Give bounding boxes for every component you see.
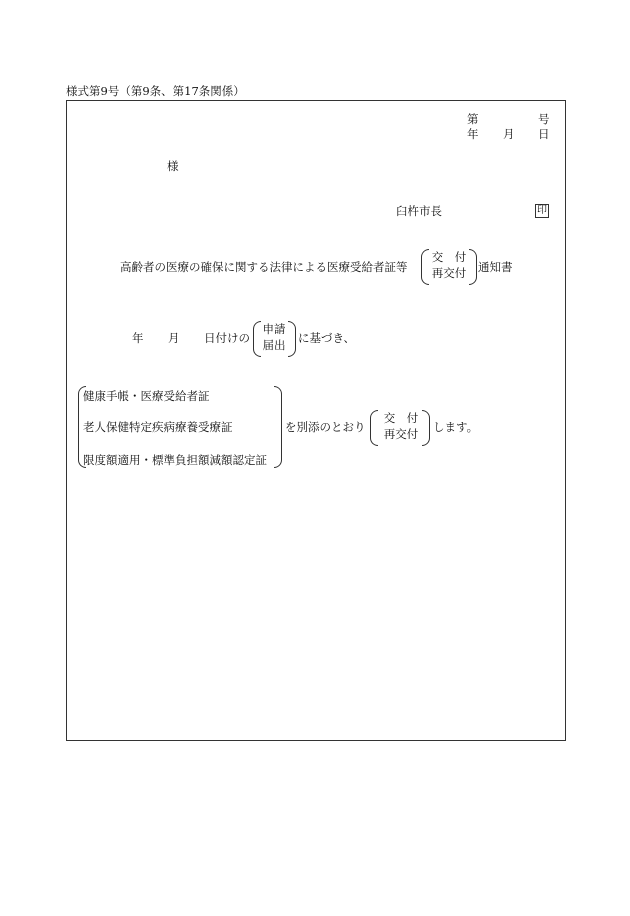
date-month: 月 (503, 127, 515, 141)
closing-option-reissue: 再交付 (383, 426, 419, 441)
certificate-item: 限度額適用・標準負担額減額認定証 (83, 453, 267, 467)
body-bracket-right (288, 321, 296, 357)
title-options (427, 252, 471, 279)
addressee-suffix: 様 (167, 159, 179, 173)
issuer: 臼杵市長 (396, 204, 442, 218)
title-option-issue: 交 付 (431, 250, 467, 264)
closing-option-issue: 交 付 (383, 411, 419, 425)
certificate-item: 健康手帳・医療受給者証 (83, 389, 210, 403)
date-year: 年 (467, 127, 479, 141)
closing-suffix: します。 (433, 420, 479, 434)
body-month: 月 (168, 331, 180, 345)
closing-options (376, 413, 426, 440)
closing-middle: を別添のとおり (285, 420, 366, 434)
number-prefix: 第 (467, 112, 479, 126)
certificate-item: 老人保健特定疾病療養受療証 (83, 420, 233, 434)
number-suffix: 号 (538, 112, 550, 126)
body-option-application: 申請 (262, 322, 286, 336)
closing-bracket-right (422, 410, 430, 446)
body-suffix: に基づき、 (298, 331, 356, 345)
body-year: 年 (132, 331, 144, 345)
body-options (258, 324, 290, 351)
title-option-reissue: 再交付 (431, 265, 467, 280)
body-date-suffix: 日付けの (204, 331, 250, 345)
cert-bracket-right (274, 386, 282, 468)
title-prefix: 高齢者の医療の確保に関する法律による医療受給者証等 (120, 260, 408, 274)
title-bracket-right (469, 249, 477, 285)
body-option-notification: 届出 (262, 337, 286, 352)
title-suffix: 通知書 (478, 260, 513, 274)
seal-mark: 印 (537, 205, 547, 216)
date-day: 日 (538, 127, 550, 141)
form-number: 様式第9号（第9条、第17条関係） (66, 84, 245, 98)
